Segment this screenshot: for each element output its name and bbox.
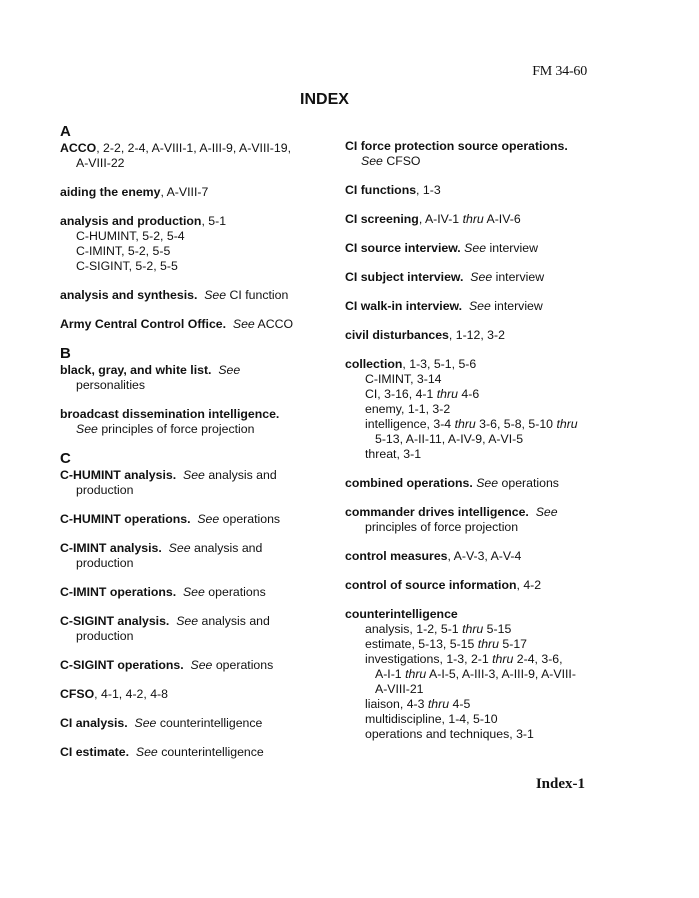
index-entry-control-measures: control measures, A-V-3, A-V-4 xyxy=(345,549,522,563)
page-title: INDEX xyxy=(300,91,349,108)
index-entry-cimint-analysis: C-IMINT analysis. See analysis and production xyxy=(60,541,263,570)
sub-entry: C-SIGINT, 5-2, 5-5 xyxy=(76,259,178,273)
index-entry-collection: collection, 1-3, 5-1, 5-6 C-IMINT, 3-14 CI, 3-16, 4-1 thru 4-6 enemy, 1-1, 3-2 intelligence, 3-4 thru 3-6, 5-8, 5-10 thru 5-13, A-II-11, A-IV-9, A-VI-5 threat, 3-1 xyxy=(345,357,578,461)
index-entry-ci-functions: CI functions, 1-3 xyxy=(345,183,441,197)
index-entry-broadcast: broadcast dissemination intelligence. See principles of force projection xyxy=(60,407,280,436)
section-letter-a: A xyxy=(60,123,71,140)
section-letter-c: C xyxy=(60,450,71,467)
index-entry-ci-subject-interview: CI subject interview. See interview xyxy=(345,270,545,284)
index-entry-ci-force-protection: CI force protection source operations. See CFSO xyxy=(345,139,568,168)
index-entry-commander-drives: commander drives intelligence. See principles of force projection xyxy=(345,505,558,534)
index-entry-ci-analysis: CI analysis. See counterintelligence xyxy=(60,716,263,730)
page-number: Index-1 xyxy=(535,776,585,792)
entry-term: ACCO xyxy=(60,141,97,155)
index-entry-csigint-ops: C-SIGINT operations. See operations xyxy=(60,658,274,672)
index-entry-aiding-enemy: aiding the enemy, A-VIII-7 xyxy=(60,185,209,199)
index-entry-control-source: control of source information, 4-2 xyxy=(345,578,542,592)
index-entry-ci-source-interview: CI source interview. See interview xyxy=(345,241,538,255)
index-entry-combined-operations: combined operations. See operations xyxy=(345,476,559,490)
index-entry-csigint-analysis: C-SIGINT analysis. See analysis and production xyxy=(60,614,270,643)
index-entry-ci-screening: CI screening, A-IV-1 thru A-IV-6 xyxy=(345,212,521,226)
index-entry-analysis-synthesis: analysis and synthesis. See CI function xyxy=(60,288,289,302)
index-entry-acco: ACCO, 2-2, 2-4, A-VIII-1, A-III-9, A-VIII-19, A-VIII-22 xyxy=(60,141,291,170)
index-entry-cimint-ops: C-IMINT operations. See operations xyxy=(60,585,266,599)
index-entry-army-cco: Army Central Control Office. See ACCO xyxy=(60,317,294,331)
index-entry-analysis-production: analysis and production, 5-1 C-HUMINT, 5-2, 5-4 C-IMINT, 5-2, 5-5 C-SIGINT, 5-2, 5-5 xyxy=(60,214,325,274)
sub-entry: C-IMINT, 5-2, 5-5 xyxy=(76,244,171,258)
index-entry-ci-walkin-interview: CI walk-in interview. See interview xyxy=(345,299,543,313)
index-entry-bgw-list: black, gray, and white list. See personalities xyxy=(60,363,241,392)
index-entry-counterintelligence: counterintelligence analysis, 1-2, 5-1 thru 5-15 estimate, 5-13, 5-15 thru 5-17 investigations, 1-3, 2-1 thru 2-4, 3-6, A-I-1 thru A-I-5, A-III-3, A-III-9, A-VIII- A-VIII-21 liaison, 4-3 thru 4-5 multidiscipline, 1-4, 5-10 operations and techniques, 3-1 xyxy=(345,607,576,741)
index-left-column xyxy=(60,124,325,774)
sub-entry: C-HUMINT, 5-2, 5-4 xyxy=(76,229,185,243)
index-entry-cfso: CFSO, 4-1, 4-2, 4-8 xyxy=(60,687,168,701)
index-entry-chumint-ops: C-HUMINT operations. See operations xyxy=(60,512,281,526)
page-id: FM 34-60 xyxy=(532,64,587,79)
index-right-column xyxy=(345,139,580,756)
index-entry-chumint-analysis: C-HUMINT analysis. See analysis and production xyxy=(60,468,277,497)
index-entry-civil-disturbances: civil disturbances, 1-12, 3-2 xyxy=(345,328,505,342)
section-letter-b: B xyxy=(60,345,71,362)
index-entry-ci-estimate: CI estimate. See counterintelligence xyxy=(60,745,264,759)
